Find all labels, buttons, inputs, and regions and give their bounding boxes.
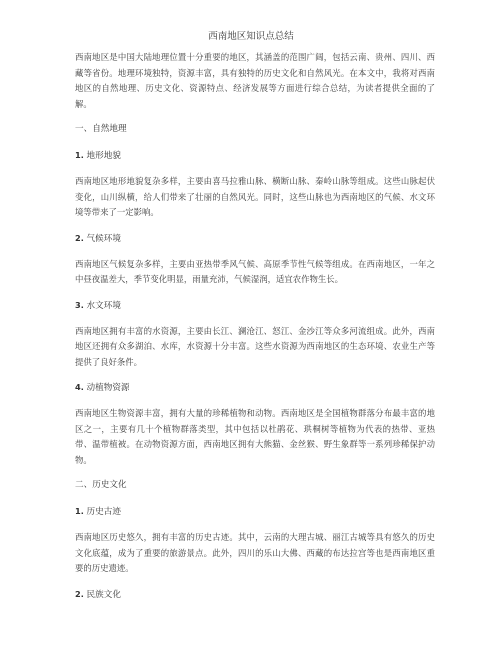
paragraph-hydrology: 西南地区拥有丰富的水资源，主要由长江、澜沧江、怒江、金沙江等众多河流组成。此外，西南地区还拥有众多湖泊、水库，水资源十分丰富。这些水资源为西南地区的生态环境、农业生产等提供了良好条件。 — [75, 325, 435, 367]
subsection-title: 水文环境 — [86, 300, 121, 311]
subsection-heading-biology — [75, 380, 435, 395]
subsection-title: 动植物资源 — [86, 383, 130, 393]
subsection-number: 3. — [75, 299, 84, 310]
subsection-heading-hydrology — [75, 298, 435, 313]
subsection-title: 民族文化 — [86, 589, 121, 600]
paragraph-terrain: 西南地区地形地貌复杂多样，主要由喜马拉雅山脉、横断山脉、秦岭山脉等组成。这些山脉起伏变化，山川纵横，给人们带来了壮丽的自然风光。同时，这些山脉也为西南地区的气候、水文环境等带来了一定影响。 — [75, 176, 435, 217]
subsection-title: 地形地貌 — [86, 151, 121, 161]
paragraph-historic-sites: 西南地区历史悠久，拥有丰富的历史古迹。其中，云南的大理古城、丽江古城等具有悠久的历史文化底蕴，成为了重要的旅游景点。此外，四川的乐山大佛、西藏的布达拉宫等也是西南地区重要的历史遗迹。 — [75, 532, 435, 573]
subsection-title: 气候环境 — [86, 233, 121, 244]
subsection-number: 2. — [75, 588, 84, 599]
subsection-heading-terrain — [75, 148, 435, 163]
subsection-number: 1. — [75, 506, 84, 516]
subsection-number: 4. — [75, 382, 84, 392]
subsection-heading-climate — [75, 231, 435, 246]
subsection-title: 历史古迹 — [86, 507, 121, 517]
document-title: 西南地区知识点总结 — [208, 31, 294, 42]
section-heading-history-culture: 二、历史文化 — [75, 480, 127, 490]
paragraph-biology: 西南地区生物资源丰富，拥有大量的珍稀植物和动物。西南地区是全国植物群落分布最丰富的地区之一，主要有几十个植物群落类型，其中包括以杜鹃花、珙桐树等植物为代表的热带、亚热带、温带植被。在动物资源方面，西南地区拥有大熊猫、金丝猴、野生象群等一系列珍稀保护动物。 — [75, 408, 435, 465]
subsection-heading-historic-sites — [75, 504, 435, 519]
section-heading-natural-geography: 一、自然地理 — [75, 124, 127, 134]
intro-paragraph: 西南地区是中国大陆地理位置十分重要的地区，其涵盖的范围广阔，包括云南、贵州、四川、西藏等省份。地理环境独特，资源丰富，具有独特的历史文化和自然风光。在本文中，我将对西南地区的自然地理、历史文化、资源特点、经济发展等方面进行综合总结，为读者提供全面的了解。 — [75, 52, 435, 109]
subsection-heading-ethnic-culture — [75, 587, 435, 602]
document-body — [75, 50, 435, 602]
subsection-number: 2. — [75, 232, 84, 243]
subsection-number: 1. — [75, 150, 84, 160]
paragraph-climate: 西南地区气候复杂多样，主要由亚热带季风气候、高原季节性气候等组成。在西南地区，一年之中昼夜温差大，季节变化明显，雨量充沛，气候湿润，适宜农作物生长。 — [75, 258, 435, 284]
